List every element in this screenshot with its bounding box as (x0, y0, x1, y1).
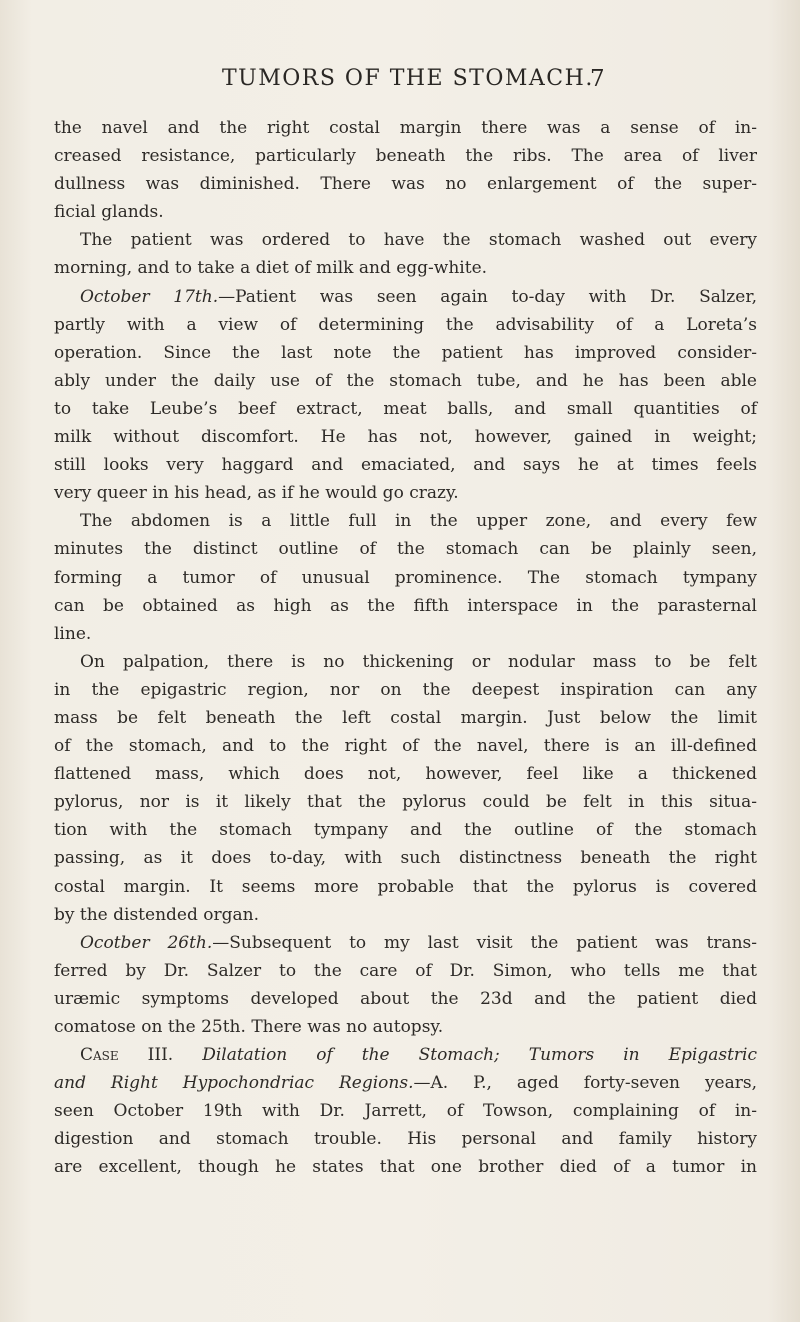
line-text: in the epigastric region, nor on the deepest inspiration can any (54, 679, 757, 700)
line-text: —Patient was seen again to-day with Dr. Salzer, (218, 286, 757, 307)
text-line (54, 339, 757, 367)
text-line (54, 283, 757, 311)
text-line (54, 985, 757, 1013)
italic-lead: Ocotber 26th. (80, 932, 213, 953)
line-text: ficial glands. (54, 202, 164, 223)
text-line (54, 114, 757, 142)
text-line (54, 760, 757, 788)
text-line (54, 676, 757, 704)
line-text: flattened mass, which does not, however, feel like a thickened (54, 764, 757, 785)
line-text: very queer in his head, as if he would go crazy. (54, 483, 459, 504)
line-text: forming a tumor of unusual prominence. The stomach tympany (54, 567, 757, 588)
case-heading: Case III. (80, 1045, 174, 1066)
text-line (54, 198, 757, 226)
text-line (54, 957, 757, 985)
line-text: On palpation, there is no thickening or nodular mass to be felt (80, 651, 757, 672)
line-text: pylorus, nor is it likely that the pylorus could be felt in this situa- (54, 792, 757, 813)
text-line (54, 451, 757, 479)
line-text: minutes the distinct outline of the stomach can be plainly seen, (54, 539, 757, 560)
text-line (54, 142, 757, 170)
text-line (54, 1069, 757, 1097)
text-line (54, 620, 757, 648)
line-text: costal margin. It seems more probable that the pylorus is covered (54, 876, 757, 897)
text-line (54, 479, 757, 507)
line-text: seen October 19th with Dr. Jarrett, of Towson, complaining of in- (54, 1101, 757, 1122)
line-text: mass be felt beneath the left costal margin. Just below the limit (54, 707, 757, 728)
text-line (54, 311, 757, 339)
line-text: tion with the stomach tympany and the outline of the stomach (54, 820, 757, 841)
text-line (54, 873, 757, 901)
italic-lead: and Right Hypochondriac Regions. (54, 1073, 414, 1094)
text-line (54, 648, 757, 676)
body-text (54, 114, 757, 1182)
text-line (54, 704, 757, 732)
line-text: dullness was diminished. There was no enlargement of the super- (54, 174, 757, 195)
text-line (54, 901, 757, 929)
line-text: still looks very haggard and emaciated, and says he at times feels (54, 455, 757, 476)
line-text: creased resistance, particularly beneath the ribs. The area of liver (54, 146, 757, 167)
text-line (54, 816, 757, 844)
line-text: uræmic symptoms developed about the 23d and the patient died (54, 988, 757, 1009)
text-line (54, 226, 757, 254)
line-text: ferred by Dr. Salzer to the care of Dr. Simon, who tells me that (54, 960, 757, 981)
line-text: the navel and the right costal margin there was a sense of in- (54, 118, 757, 138)
page-number: 7 (590, 66, 605, 92)
text-line (54, 732, 757, 760)
text-line (54, 1041, 757, 1069)
line-text: The abdomen is a little full in the upper zone, and every few (80, 511, 757, 532)
line-text: ably under the daily use of the stomach tube, and he has been able (54, 370, 757, 391)
line-text: of the stomach, and to the right of the navel, there is an ill-defined (54, 736, 757, 757)
line-text: to take Leube’s beef extract, meat balls, and small quantities of (54, 398, 757, 419)
text-line (54, 1013, 757, 1041)
line-text: by the distended organ. (54, 904, 259, 925)
text-line (54, 564, 757, 592)
text-line (54, 535, 757, 563)
text-line (54, 1153, 757, 1181)
running-head: TUMORS OF THE STOMACH. (222, 66, 594, 91)
line-text: digestion and stomach trouble. His personal and family history (54, 1129, 757, 1150)
page-header (0, 66, 800, 106)
line-text: morning, and to take a diet of milk and egg-white. (54, 258, 488, 279)
line-text: passing, as it does to-day, with such distinctness beneath the right (54, 848, 757, 869)
text-line (54, 507, 757, 535)
text-line (54, 170, 757, 198)
text-line (54, 929, 757, 957)
line-text: operation. Since the last note the patient has improved consider- (54, 342, 757, 363)
text-line (54, 788, 757, 816)
line-text: are excellent, though he states that one brother died of a tumor in (54, 1157, 757, 1178)
line-text: milk without discomfort. He has not, however, gained in weight; (54, 427, 757, 448)
line-text: partly with a view of determining the advisability of a Loreta’s (54, 314, 757, 335)
text-line (54, 395, 757, 423)
text-line (54, 1097, 757, 1125)
line-text: comatose on the 25th. There was no autopsy. (54, 1017, 444, 1037)
italic-lead: Dilatation of the Stomach; Tumors in Epigastric (173, 1045, 758, 1066)
text-line (54, 844, 757, 872)
text-line (54, 592, 757, 620)
text-line (54, 367, 757, 395)
line-text: line. (54, 623, 92, 644)
text-line (54, 1125, 757, 1153)
line-text: —A. P., aged forty-seven years, (413, 1073, 758, 1094)
italic-lead: October 17th. (80, 286, 219, 307)
text-line (54, 254, 757, 282)
line-text: The patient was ordered to have the stomach washed out every (80, 230, 757, 251)
line-text: —Subsequent to my last visit the patient was trans- (212, 932, 757, 953)
line-text: can be obtained as high as the fifth interspace in the parasternal (54, 595, 757, 616)
text-line (54, 423, 757, 451)
